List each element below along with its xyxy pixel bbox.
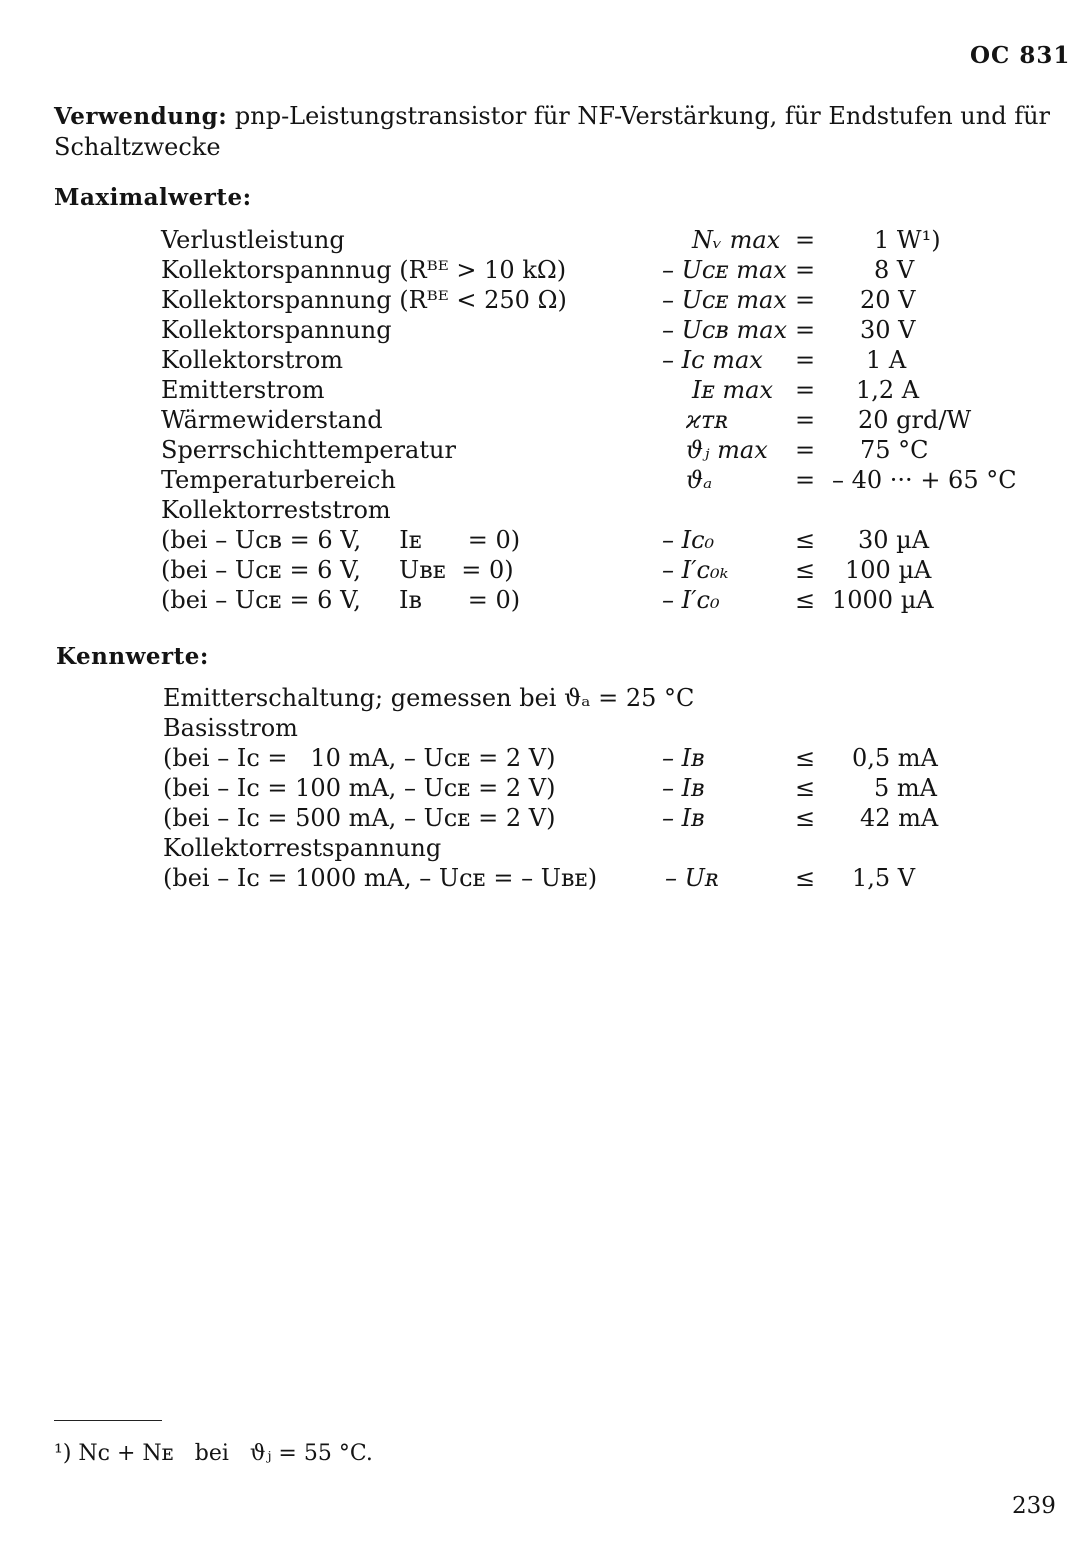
row-symbol: ϑₐ <box>686 466 713 494</box>
row-symbol: – I′ᴄ₀ₖ <box>662 556 729 584</box>
row-desc: (bei – Uᴄᴇ = 6 V, Uʙᴇ = 0) <box>161 556 514 584</box>
footnote-rule <box>54 1420 162 1421</box>
char-row <box>0 714 1085 744</box>
row-desc: Emitterstrom <box>161 376 325 404</box>
row-value: 75 °C <box>860 436 929 464</box>
row-relation: = <box>795 256 816 284</box>
row-relation: = <box>795 346 816 374</box>
row-value: 20 grd/W <box>858 406 972 434</box>
usage-line-2: Schaltzwecke <box>54 133 221 161</box>
row-desc: (bei – Uᴄᴇ = 6 V, Iʙ = 0) <box>161 586 521 614</box>
row-value: 100 µA <box>845 556 932 584</box>
footnote: ¹) Nᴄ + Nᴇ bei ϑⱼ = 55 °C. <box>54 1441 373 1466</box>
row-desc: Temperaturbereich <box>161 466 396 494</box>
row-desc: Wärmewiderstand <box>161 406 383 434</box>
row-symbol: ϰᴛʀ <box>686 406 729 434</box>
row-symbol: – Iᴄ max <box>662 346 763 374</box>
max-row <box>0 436 1085 466</box>
row-relation: ≤ <box>795 804 816 832</box>
row-value: 1,2 A <box>856 376 920 404</box>
char-row <box>0 804 1085 834</box>
row-symbol: – Uᴄᴇ max <box>662 256 787 284</box>
row-relation: ≤ <box>795 526 816 554</box>
row-desc: Kollektorreststrom <box>161 496 391 524</box>
row-value: 1000 µA <box>832 586 934 614</box>
char-row <box>0 774 1085 804</box>
row-value: 1 W¹) <box>874 226 941 254</box>
max-row <box>0 226 1085 256</box>
row-value: – 40 ··· + 65 °C <box>832 466 1017 494</box>
row-relation: = <box>795 226 816 254</box>
row-relation: = <box>795 316 816 344</box>
row-relation: ≤ <box>795 556 816 584</box>
char-row <box>0 684 1085 714</box>
row-desc: (bei – Iᴄ = 100 mA, – Uᴄᴇ = 2 V) <box>163 774 556 802</box>
row-desc: Sperrschichttemperatur <box>161 436 456 464</box>
row-relation: ≤ <box>795 864 816 892</box>
row-relation: = <box>795 286 816 314</box>
row-desc: (bei – Iᴄ = 10 mA, – Uᴄᴇ = 2 V) <box>163 744 556 772</box>
row-desc: (bei – Uᴄʙ = 6 V, Iᴇ = 0) <box>161 526 521 554</box>
max-row <box>0 496 1085 526</box>
row-relation: = <box>795 376 816 404</box>
row-value: 20 V <box>860 286 916 314</box>
max-row <box>0 286 1085 316</box>
row-value: 1,5 V <box>852 864 916 892</box>
usage-paragraph <box>54 101 1050 162</box>
max-row <box>0 466 1085 496</box>
row-desc: Verlustleistung <box>161 226 345 254</box>
type-code: OC 831 <box>970 42 1071 69</box>
row-symbol: – Iʙ <box>662 804 705 832</box>
usage-text-1: pnp-Leistungstransistor für NF-Verstärkung, für Endstufen und für <box>227 102 1051 130</box>
max-row <box>0 376 1085 406</box>
max-values-heading: Maximalwerte: <box>54 184 252 211</box>
row-relation: = <box>795 466 816 494</box>
max-row <box>0 406 1085 436</box>
row-relation: ≤ <box>795 586 816 614</box>
row-symbol: – Uʀ <box>665 864 719 892</box>
row-relation: = <box>795 406 816 434</box>
row-desc: Basisstrom <box>163 714 298 742</box>
row-symbol: – Iʙ <box>662 774 705 802</box>
max-row <box>0 316 1085 346</box>
row-symbol: Iᴇ max <box>692 376 773 404</box>
row-relation: ≤ <box>795 774 816 802</box>
max-row <box>0 586 1085 616</box>
row-desc: Emitterschaltung; gemessen bei ϑₐ = 25 °C <box>163 684 695 712</box>
row-symbol: Nᵥ max <box>692 226 781 254</box>
row-symbol: – Iʙ <box>662 744 705 772</box>
row-value: 5 mA <box>874 774 937 802</box>
characteristics-heading: Kennwerte: <box>56 643 209 670</box>
row-symbol: – I′ᴄ₀ <box>662 586 720 614</box>
usage-label: Verwendung: <box>54 103 228 130</box>
row-symbol: ϑⱼ max <box>686 436 768 464</box>
max-row <box>0 526 1085 556</box>
row-desc: (bei – Iᴄ = 1000 mA, – Uᴄᴇ = – Uʙᴇ) <box>163 864 598 892</box>
row-value: 1 A <box>866 346 907 374</box>
row-desc: (bei – Iᴄ = 500 mA, – Uᴄᴇ = 2 V) <box>163 804 556 832</box>
row-desc: Kollektorrestspannung <box>163 834 442 862</box>
row-desc: Kollektorspannung <box>161 316 392 344</box>
max-row <box>0 346 1085 376</box>
char-row <box>0 744 1085 774</box>
usage-line-1 <box>54 101 1050 132</box>
row-desc: Kollektorstrom <box>161 346 344 374</box>
row-symbol: – Iᴄ₀ <box>662 526 715 554</box>
row-value: 0,5 mA <box>852 744 938 772</box>
max-row <box>0 256 1085 286</box>
page-number: 239 <box>1012 1493 1056 1519</box>
row-symbol: – Uᴄʙ max <box>662 316 788 344</box>
row-relation: = <box>795 436 816 464</box>
row-value: 42 mA <box>860 804 939 832</box>
row-desc: Kollektorspannung (Rᴮᴱ < 250 Ω) <box>161 286 567 314</box>
row-value: 30 µA <box>858 526 930 554</box>
row-relation: ≤ <box>795 744 816 772</box>
row-value: 8 V <box>874 256 915 284</box>
row-desc: Kollektorspannnug (Rᴮᴱ > 10 kΩ) <box>161 256 567 284</box>
row-symbol: – Uᴄᴇ max <box>662 286 787 314</box>
row-value: 30 V <box>860 316 916 344</box>
max-row <box>0 556 1085 586</box>
char-row <box>0 864 1085 894</box>
char-row <box>0 834 1085 864</box>
